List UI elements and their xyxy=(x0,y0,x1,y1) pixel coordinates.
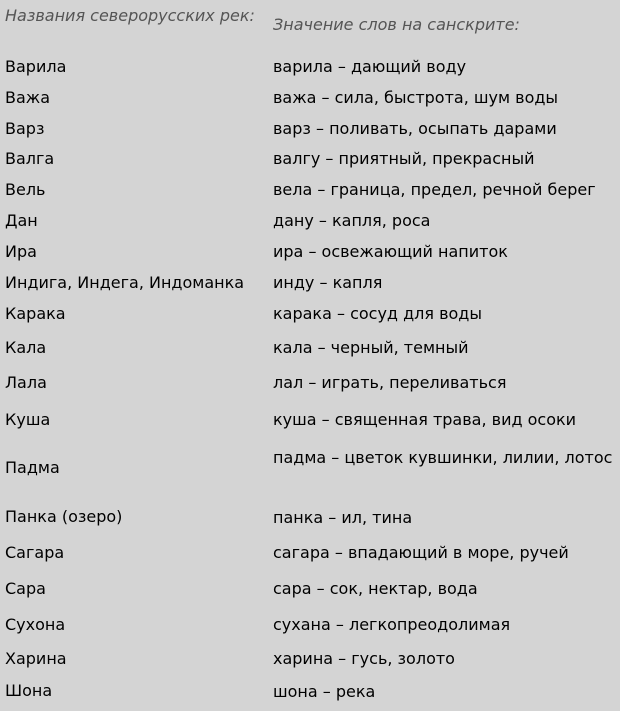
sanskrit-meaning: шона – река xyxy=(273,682,376,701)
sanskrit-meaning: валгу – приятный, прекрасный xyxy=(273,149,535,168)
sanskrit-meaning: карака – сосуд для воды xyxy=(273,304,482,323)
river-name: Важа xyxy=(5,88,50,107)
sanskrit-meaning: варила – дающий воду xyxy=(273,57,467,76)
river-name: Шона xyxy=(5,681,53,700)
sanskrit-meaning: сара – сок, нектар, вода xyxy=(273,579,478,598)
river-name: Вель xyxy=(5,180,46,199)
river-name: Панка (озеро) xyxy=(5,507,123,526)
river-name: Карака xyxy=(5,304,66,323)
sanskrit-meaning: лал – играть, переливаться xyxy=(273,373,507,392)
sanskrit-meaning: важа – сила, быстрота, шум воды xyxy=(273,88,559,107)
river-name: Падма xyxy=(5,458,60,477)
river-name: Варз xyxy=(5,119,45,138)
sanskrit-meaning: инду – капля xyxy=(273,273,383,292)
sanskrit-meaning: дану – капля, роса xyxy=(273,211,431,230)
river-name: Варила xyxy=(5,57,67,76)
river-name: Дан xyxy=(5,211,38,230)
sanskrit-meaning: сухана – легкопреодолимая xyxy=(273,615,511,634)
sanskrit-meaning: куша – священная трава, вид осоки xyxy=(273,410,577,429)
river-name: Сагара xyxy=(5,543,65,562)
river-name: Лала xyxy=(5,373,47,392)
river-name: Валга xyxy=(5,149,55,168)
river-name: Сухона xyxy=(5,615,66,634)
sanskrit-meaning: падма – цветок кувшинки, лилии, лотос xyxy=(273,448,613,467)
column-header-river-names: Названия северорусских рек: xyxy=(5,6,255,25)
river-name: Кала xyxy=(5,338,47,357)
sanskrit-meaning: кала – черный, темный xyxy=(273,338,469,357)
sanskrit-meaning: вела – граница, предел, речной берег xyxy=(273,180,596,199)
sanskrit-meaning: варз – поливать, осыпать дарами xyxy=(273,119,557,138)
river-name: Сара xyxy=(5,579,46,598)
sanskrit-meaning: панка – ил, тина xyxy=(273,508,413,527)
river-name: Куша xyxy=(5,410,51,429)
column-header-sanskrit-meaning: Значение слов на санскрите: xyxy=(273,15,520,34)
sanskrit-meaning: ира – освежающий напиток xyxy=(273,242,508,261)
sanskrit-meaning: сагара – впадающий в море, ручей xyxy=(273,543,569,562)
river-name: Ира xyxy=(5,242,37,261)
river-name: Харина xyxy=(5,649,67,668)
sanskrit-meaning: харина – гусь, золото xyxy=(273,649,455,668)
river-name: Индига, Индега, Индоманка xyxy=(5,273,245,292)
